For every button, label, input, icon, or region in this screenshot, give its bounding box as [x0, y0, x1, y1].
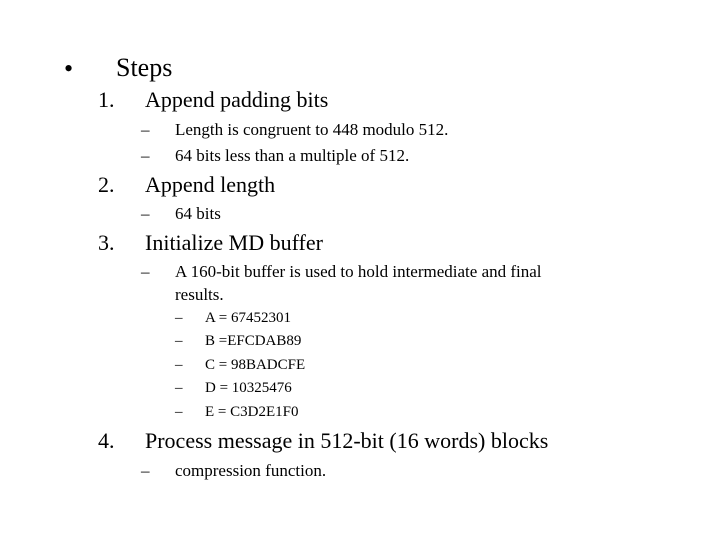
top-bullet: • — [64, 54, 74, 83]
register-dash-d: – — [175, 380, 183, 396]
step-1-dash-2: – — [141, 146, 150, 165]
step-3-title: Initialize MD buffer — [145, 230, 323, 255]
register-dash-a: – — [175, 310, 183, 326]
step-1-dash-1: – — [141, 120, 150, 139]
step-4-title: Process message in 512-bit (16 words) blocks — [145, 428, 549, 453]
step-2-point-1: 64 bits — [175, 204, 221, 223]
step-1-point-1: Length is congruent to 448 modulo 512. — [175, 120, 449, 139]
step-4-dash-1: – — [141, 461, 150, 480]
step-2-dash-1: – — [141, 204, 150, 223]
step-2-title: Append length — [145, 172, 276, 197]
step-1-number: 1. — [98, 87, 115, 112]
step-2-number: 2. — [98, 172, 115, 197]
step-3-dash-1: – — [141, 262, 150, 281]
step-4-point-1: compression function. — [175, 461, 327, 480]
heading: Steps — [116, 53, 173, 82]
step-3-point-1: A 160-bit buffer is used to hold intermediate and final — [175, 262, 542, 281]
register-e: E = C3D2E1F0 — [205, 404, 299, 420]
step-3-number: 3. — [98, 230, 115, 255]
register-b: B =EFCDAB89 — [205, 333, 302, 349]
register-c: C = 98BADCFE — [205, 357, 306, 373]
register-d: D = 10325476 — [205, 380, 292, 396]
register-dash-e: – — [175, 404, 183, 420]
step-1-point-2: 64 bits less than a multiple of 512. — [175, 146, 410, 165]
step-3-point-1-cont: results. — [175, 285, 224, 304]
step-1-title: Append padding bits — [145, 87, 329, 112]
register-dash-c: – — [175, 357, 183, 373]
register-dash-b: – — [175, 333, 183, 349]
step-4-number: 4. — [98, 428, 115, 453]
register-a: A = 67452301 — [205, 310, 291, 326]
